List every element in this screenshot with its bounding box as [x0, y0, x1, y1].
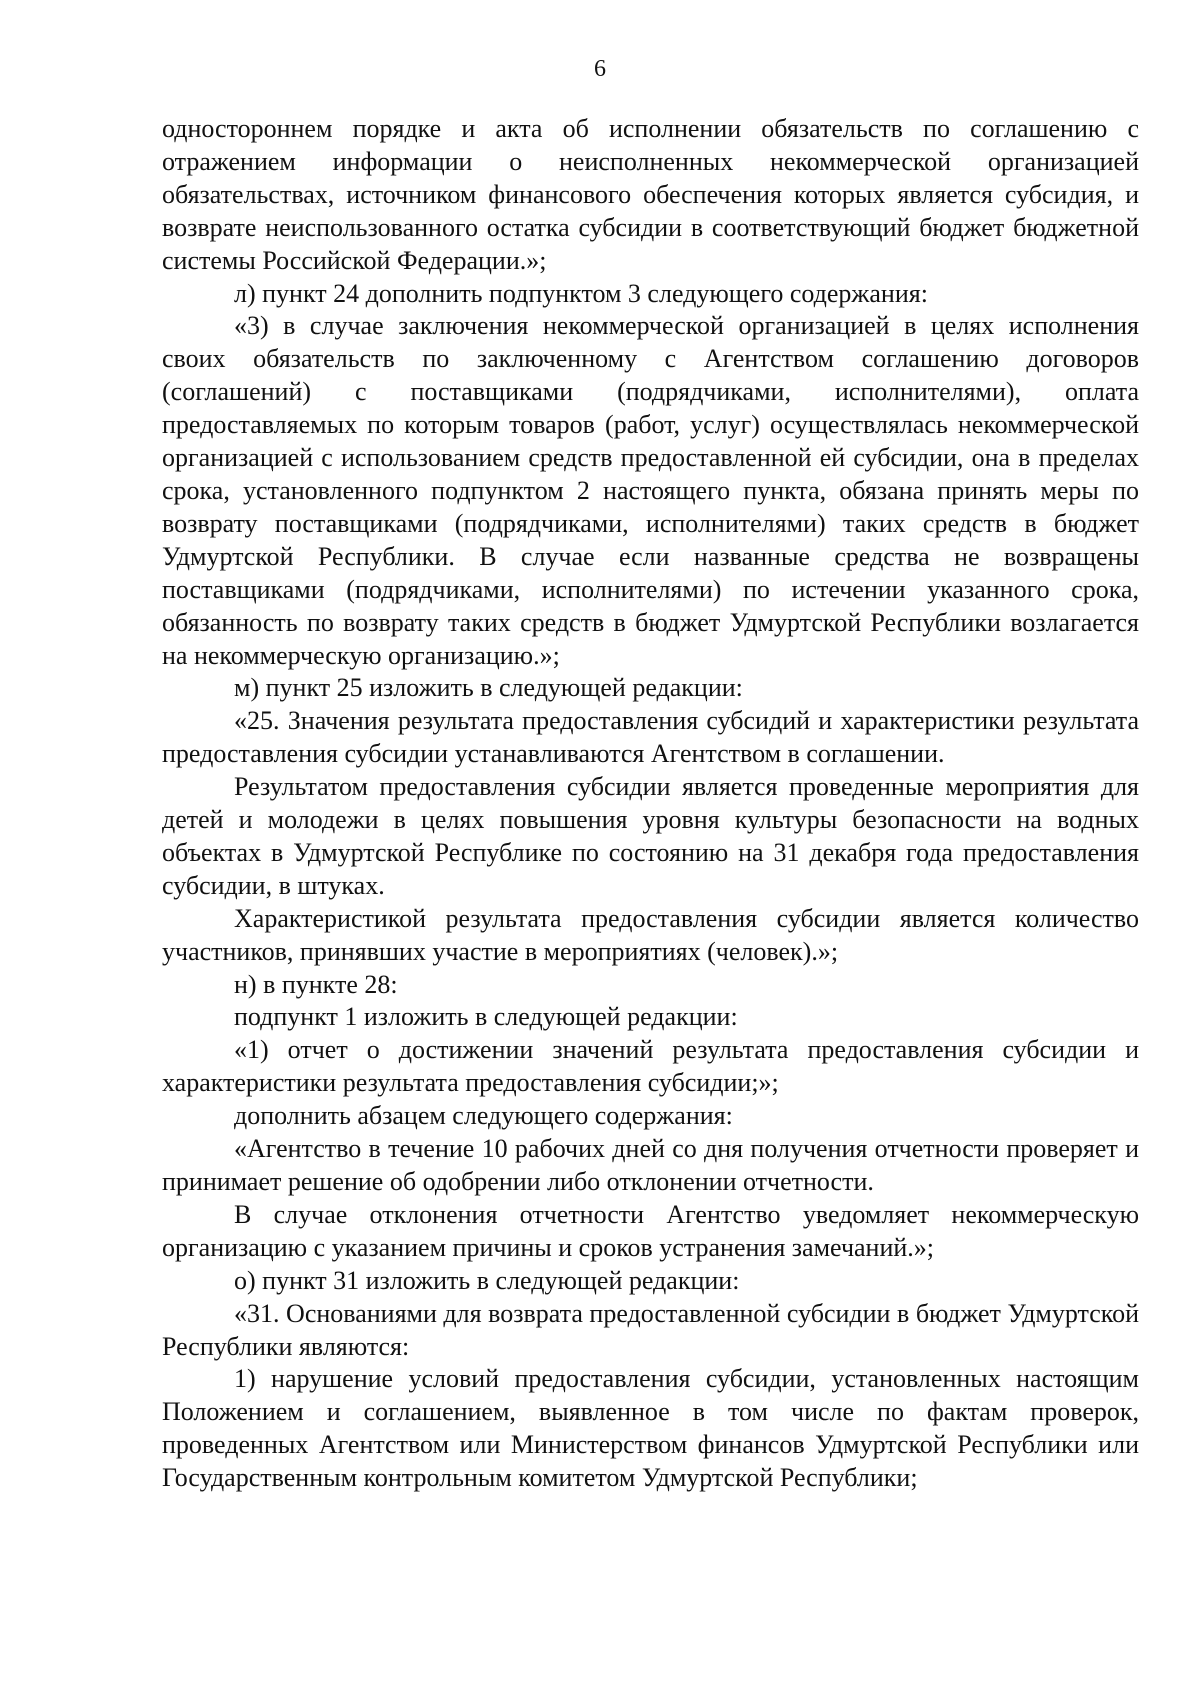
paragraph: «1) отчет о достижении значений результата предоставления субсидии и характеристики результата предоставления субсидии;»; [162, 1035, 1139, 1098]
paragraph: л) пункт 24 дополнить подпунктом 3 следующего содержания: [234, 278, 928, 308]
paragraph: одностороннем порядке и акта об исполнении обязательств по соглашению с отражением информации о неисполненных некоммерческой организацией обязательствах, источником финансового обеспечения которых является субсидия, и возврате неиспользованного остатка субсидии в соответствующий бюджет бюджетной системы Российской Федерации.»; [162, 114, 1139, 275]
paragraph: «Агентство в течение 10 рабочих дней со дня получения отчетности проверяет и принимает решение об одобрении либо отклонении отчетности. [162, 1134, 1139, 1196]
paragraph: «3) в случае заключения некоммерческой организацией в целях исполнения своих обязательств по заключенному с Агентством соглашению договоров (соглашений) с поставщиками (подрядчиками, исполнителями), оплата предоставляемых по которым товаров (работ, услуг) осуществлялась некоммерческой организацией с использованием средств предоставленной ей субсидии, она в пределах срока, установленного подпунктом 2 настоящего пункта, обязана принять меры по возврату поставщиками (подрядчиками, исполнителями) таких средств в бюджет Удмуртской Республики. В случае если названные средства не возвращены поставщиками (подрядчиками, исполнителями) по истечении указанного срока, обязанность по возврату таких средств в бюджет Удмуртской Республики возлагается на некоммерческую организацию.»; [162, 311, 1139, 670]
paragraph: «31. Основаниями для возврата предоставленной субсидии в бюджет Удмуртской Республики являются: [162, 1298, 1139, 1361]
paragraph: м) пункт 25 изложить в следующей редакции: [234, 673, 743, 703]
paragraph: о) пункт 31 изложить в следующей редакции: [234, 1265, 740, 1295]
paragraph: В случае отклонения отчетности Агентство уведомляет некоммерческую организацию с указанием причины и сроков устранения замечаний.»; [162, 1199, 1139, 1262]
paragraph: «25. Значения результата предоставления субсидий и характеристики результата предоставления субсидии устанавливаются Агентством в соглашении. [162, 706, 1139, 769]
paragraph: дополнить абзацем следующего содержания: [234, 1101, 733, 1131]
paragraph: Характеристикой результата предоставления субсидии является количество участников, принявших участие в мероприятиях (человек).»; [162, 903, 1139, 966]
paragraph: подпункт 1 изложить в следующей редакции: [234, 1002, 738, 1032]
paragraph: н) в пункте 28: [234, 969, 398, 999]
page-number: 6 [594, 56, 606, 82]
document-body [162, 113, 1139, 1495]
paragraph: Результатом предоставления субсидии является проведенные мероприятия для детей и молодежи в целях повышения уровня культуры безопасности на водных объектах в Удмуртской Республике по состоянию на 31 декабря года предоставления субсидии, в штуках. [162, 772, 1139, 900]
paragraph: 1) нарушение условий предоставления субсидии, установленных настоящим Положением и соглашением, выявленное в том числе по фактам проверок, проведенных Агентством или Министерством финансов Удмуртской Республики или Государственным контрольным комитетом Удмуртской Республики; [162, 1364, 1139, 1493]
